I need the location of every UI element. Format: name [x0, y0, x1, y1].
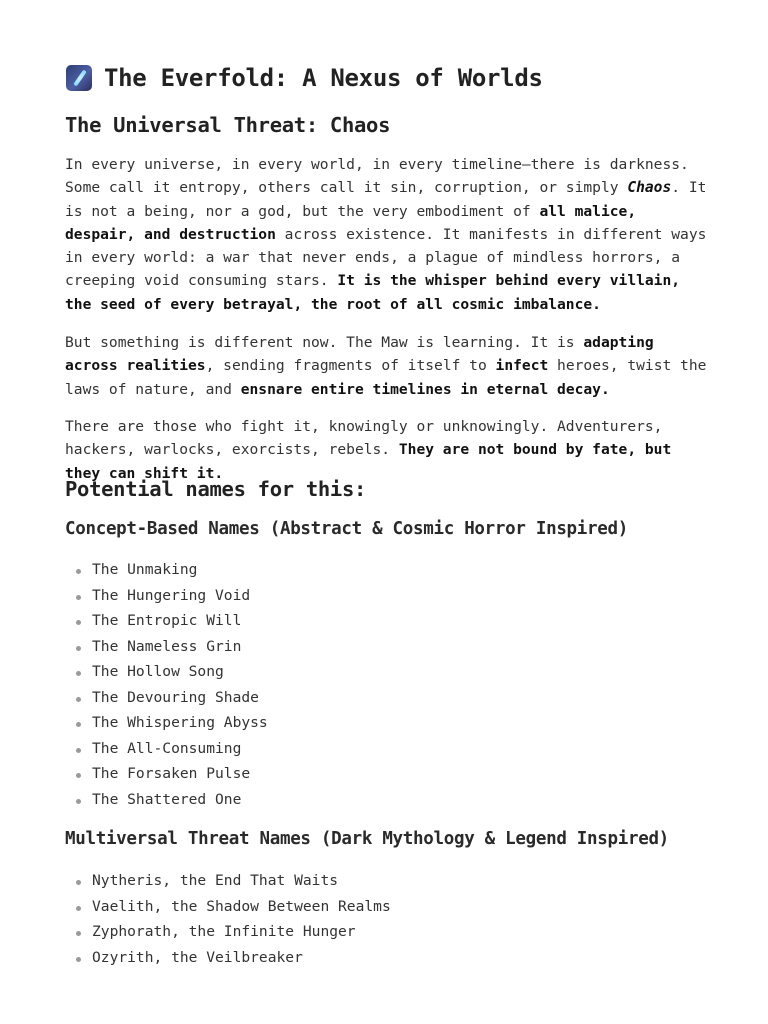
- list-item: The Devouring Shade: [65, 685, 268, 711]
- bold-span: They are not bound by fate, but they can shift it.: [65, 441, 672, 482]
- bold-span: infect: [495, 357, 549, 375]
- list-item: The Whispering Abyss: [65, 710, 268, 736]
- text-span: , sending fragments of itself to: [205, 357, 496, 375]
- paragraph-maw: [65, 331, 710, 401]
- list-item: The Forsaken Pulse: [65, 761, 268, 787]
- bold-span: all malice, despair, and destruction: [65, 202, 637, 243]
- multiverse-names-list: [65, 868, 391, 970]
- list-item: The Entropic Will: [65, 608, 268, 634]
- list-item: Nytheris, the End That Waits: [65, 868, 391, 894]
- text-span: . It is not a being, nor a god, but the very embodiment of: [65, 179, 707, 220]
- page-title: The Everfold: A Nexus of Worlds: [104, 64, 543, 92]
- multiverse-names-heading: Multiversal Threat Names (Dark Mythology & Legend Inspired): [65, 829, 669, 849]
- list-item: The Hungering Void: [65, 583, 268, 609]
- bold-span: adapting across realities: [65, 334, 654, 375]
- list-item: Vaelith, the Shadow Between Realms: [65, 894, 391, 920]
- text-span: across existence. It manifests in different ways in every world: a war that never ends, a plague of mindless horrors, a creeping void consuming stars.: [65, 225, 707, 290]
- concept-names-list: [65, 557, 268, 812]
- text-span: There are those who fight it, knowingly or unknowingly. Adventurers, hackers, warlocks, exorcists, rebels.: [65, 418, 663, 459]
- list-item: The Shattered One: [65, 787, 268, 813]
- list-item: The Unmaking: [65, 557, 268, 583]
- text-span: heroes, twist the laws of nature, and: [65, 357, 707, 398]
- paragraph-chaos-intro: [65, 153, 710, 316]
- text-span: But something is different now. The Maw is learning. It is: [65, 334, 584, 351]
- list-item: The Hollow Song: [65, 659, 268, 685]
- list-item: Zyphorath, the Infinite Hunger: [65, 919, 391, 945]
- list-item: The Nameless Grin: [65, 634, 268, 660]
- list-item: The All-Consuming: [65, 736, 268, 762]
- text-span: In every universe, in every world, in every timeline—there is darkness. Some call it entropy, others call it sin, corruption, or simply: [65, 156, 689, 197]
- bold-span: It is the whisper behind every villain, the seed of every betrayal, the root of all cosmic imbalance.: [65, 272, 681, 313]
- emphasis-chaos: Chaos: [627, 179, 672, 197]
- names-heading: Potential names for this:: [65, 477, 367, 501]
- bold-span: ensnare entire timelines in eternal decay.: [240, 380, 610, 398]
- list-item: Ozyrith, the Veilbreaker: [65, 945, 391, 971]
- comet-icon: [66, 65, 92, 91]
- paragraph-fighters: [65, 415, 710, 485]
- concept-names-heading: Concept-Based Names (Abstract & Cosmic Horror Inspired): [65, 519, 628, 539]
- section-heading-threat: The Universal Threat: Chaos: [65, 113, 391, 137]
- document-title: [66, 64, 726, 92]
